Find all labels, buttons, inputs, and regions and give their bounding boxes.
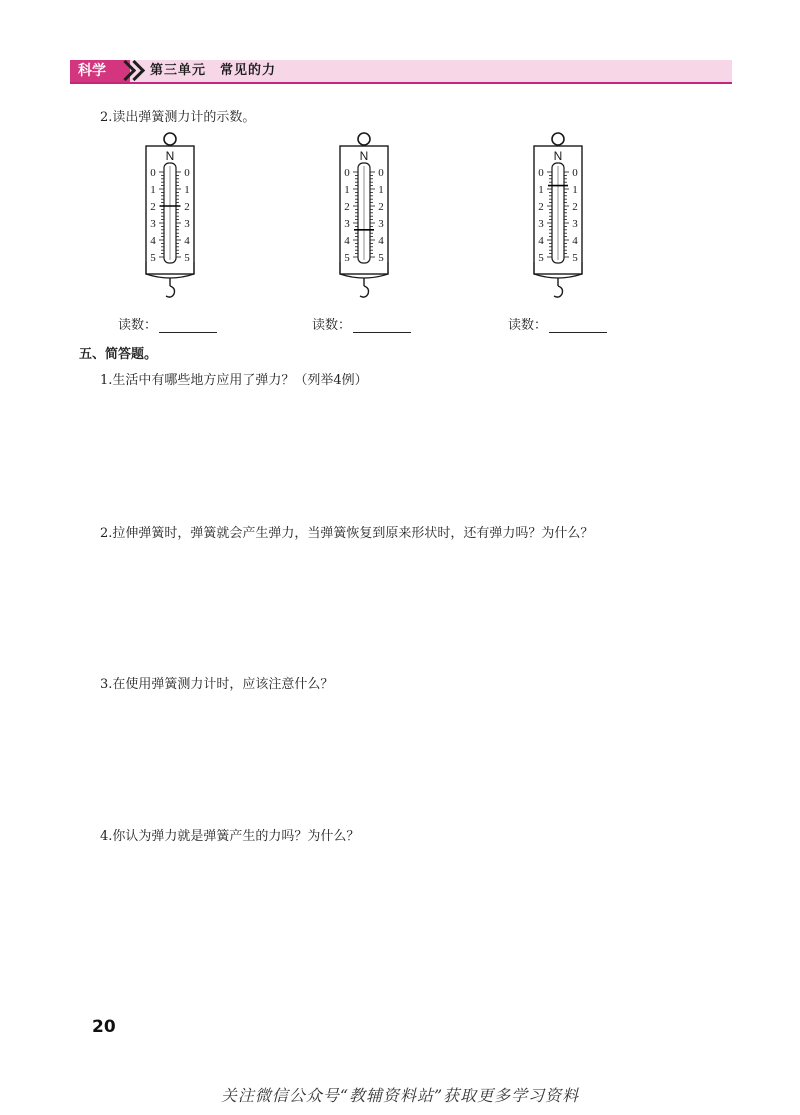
hook	[360, 286, 369, 297]
tick-label-left: 5	[150, 252, 156, 264]
tick-label-left: 3	[150, 218, 156, 230]
reading-2-blank[interactable]	[353, 318, 411, 333]
reading-3-label: 读数：	[508, 318, 548, 333]
reading-1	[118, 314, 217, 333]
unit-label: N	[553, 149, 563, 163]
question-5-2: 2.拉伸弹簧时，弹簧就会产生弹力，当弹簧恢复到原来形状时，还有弹力吗？为什么？	[100, 526, 594, 541]
reading-1-label: 读数：	[118, 318, 158, 333]
tick-label-left: 5	[538, 252, 544, 264]
tick-label-right: 0	[572, 167, 578, 179]
hanging-ring	[552, 133, 564, 145]
tick-label-left: 0	[344, 167, 350, 179]
tick-label-left: 1	[538, 184, 544, 196]
reading-2-label: 读数：	[312, 318, 352, 333]
tick-label-right: 0	[184, 167, 190, 179]
tick-label-left: 3	[344, 218, 350, 230]
tick-label-left: 4	[150, 235, 156, 247]
tick-label-left: 2	[150, 201, 156, 213]
question-2-text: 2.读出弹簧测力计的示数。	[100, 110, 256, 125]
tick-label-left: 0	[538, 167, 544, 179]
tick-label-left: 1	[150, 184, 156, 196]
tick-label-right: 3	[378, 218, 384, 230]
tick-label-left: 3	[538, 218, 544, 230]
question-5-4: 4.你认为弹力就是弹簧产生的力吗？为什么？	[100, 829, 360, 844]
reading-2	[312, 314, 411, 333]
tick-label-left: 0	[150, 167, 156, 179]
reading-1-blank[interactable]	[159, 318, 217, 333]
tick-label-right: 5	[572, 252, 578, 264]
tick-label-right: 1	[572, 184, 578, 196]
tick-label-right: 4	[572, 235, 578, 247]
tick-label-right: 2	[572, 201, 578, 213]
tick-label-left: 5	[344, 252, 350, 264]
tick-label-right: 4	[184, 235, 190, 247]
tick-label-right: 5	[378, 252, 384, 264]
tick-label-left: 2	[538, 201, 544, 213]
tick-label-left: 1	[344, 184, 350, 196]
spring-scale-1	[140, 130, 200, 306]
spring-scale-3	[528, 130, 588, 306]
reading-3-blank[interactable]	[549, 318, 607, 333]
tick-label-left: 2	[344, 201, 350, 213]
tick-label-right: 4	[378, 235, 384, 247]
tick-label-right: 2	[184, 201, 190, 213]
tick-label-left: 4	[538, 235, 544, 247]
unit-title: 第三单元 常见的力	[150, 63, 277, 78]
question-5-1: 1.生活中有哪些地方应用了弹力？（列举4例）	[100, 373, 368, 388]
hanging-ring	[358, 133, 370, 145]
unit-label: N	[165, 149, 175, 163]
subject-tab: 科学	[70, 60, 130, 82]
hanging-ring	[164, 133, 176, 145]
footer-watermark-text: 关注微信公众号“教辅资料站”获取更多学习资料	[220, 1086, 580, 1105]
unit-label: N	[359, 149, 369, 163]
tick-label-right: 2	[378, 201, 384, 213]
page-number: 20	[92, 1017, 116, 1037]
tick-label-right: 1	[184, 184, 190, 196]
tick-label-left: 4	[344, 235, 350, 247]
reading-3	[508, 314, 607, 333]
tick-label-right: 5	[184, 252, 190, 264]
hook	[554, 286, 563, 297]
tick-label-right: 3	[572, 218, 578, 230]
spring-scale-2	[334, 130, 394, 306]
tick-label-right: 1	[378, 184, 384, 196]
tick-label-right: 3	[184, 218, 190, 230]
tick-label-right: 0	[378, 167, 384, 179]
section-5-heading: 五、简答题。	[79, 347, 158, 362]
question-5-3: 3.在使用弹簧测力计时，应该注意什么？	[100, 677, 334, 692]
hook	[166, 286, 175, 297]
